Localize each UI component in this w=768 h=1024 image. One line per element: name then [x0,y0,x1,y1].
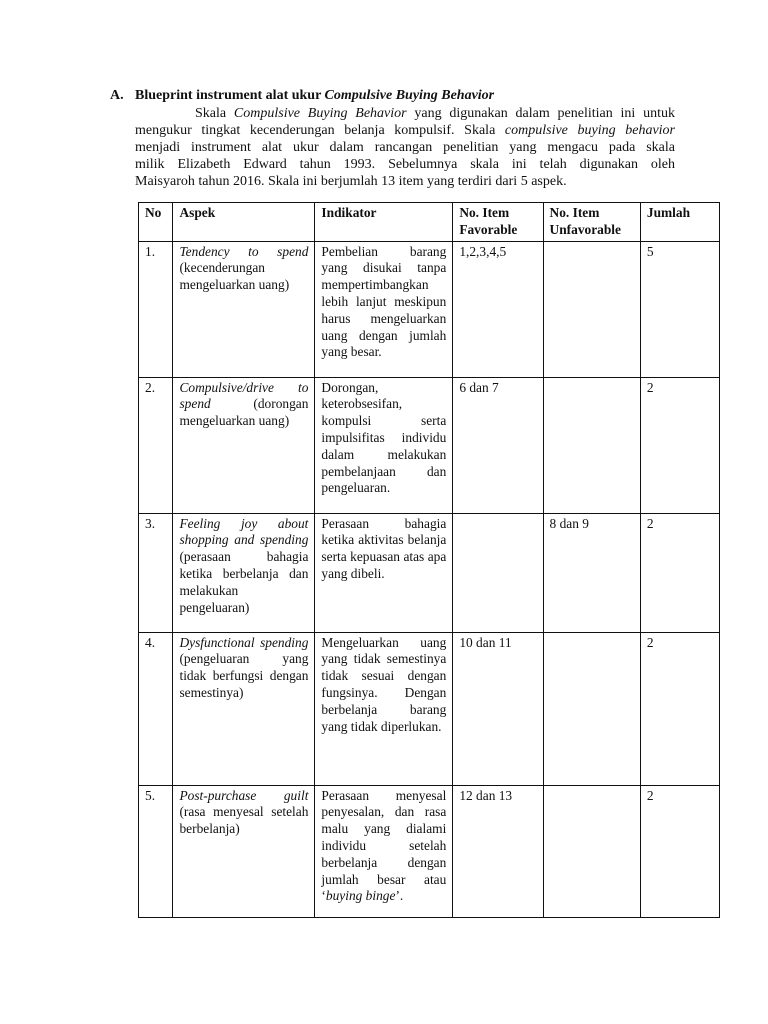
cell-aspek [173,377,315,513]
aspek-text: (dorongan mengeluarkan uang) [179,396,309,429]
cell-indikator [315,785,453,917]
aspek-text: (perasaan bahagia ketika berbelanja dan melakukan pengeluaran) [179,549,309,615]
text-run-italic: Compulsive Buying Behavior [233,106,407,121]
blueprint-table [138,202,720,918]
cell-no: 3. [139,513,173,632]
paragraph-line-3: menjadi instrument alat ukur dalam rancangan penelitian yang mengacu pada skala [135,140,675,155]
text-run: yang digunakan dalam penelitian ini untuk [406,106,676,121]
cell-no: 5. [139,785,173,917]
table-row [139,785,720,917]
cell-jumlah: 2 [640,377,719,513]
section-title: Blueprint instrument alat ukur [135,88,325,103]
cell-indikator: Mengeluarkan uang yang tidak semestinya tidak sesuai dengan fungsinya. Dengan berbelanja barang yang tidak diperlukan. [315,632,453,785]
paragraph-line-1 [135,105,675,122]
cell-favorable [453,513,543,632]
cell-aspek [173,632,315,785]
cell-favorable: 10 dan 11 [453,632,543,785]
section-letter: A. [110,88,124,103]
header-indikator: Indikator [315,203,453,242]
text-run: Skala [195,106,234,121]
cell-unfavorable: 8 dan 9 [543,513,640,632]
cell-unfavorable [543,241,640,377]
paragraph-line-4: milik Elizabeth Edward tahun 1993. Sebelumnya skala ini telah digunakan oleh [135,157,675,172]
cell-no: 1. [139,241,173,377]
paragraph-line-5: Maisyaroh tahun 2016. Skala ini berjumlah 13 item yang terdiri dari 5 aspek. [135,174,567,189]
cell-indikator: Pembelian barang yang disukai tanpa mempertimbangkan lebih lanjut meskipun harus mengeluarkan uang dengan jumlah yang besar. [315,241,453,377]
aspek-italic: Tendency to spend [179,243,309,259]
header-aspek: Aspek [173,203,315,242]
table-row [139,632,720,785]
cell-indikator: Perasaan bahagia ketika aktivitas belanja serta kepuasan atas apa yang dibeli. [315,513,453,632]
cell-unfavorable [543,377,640,513]
cell-aspek [173,241,315,377]
intro-paragraph [135,105,675,190]
indikator-italic: buying binge [325,888,396,904]
aspek-text: (pengeluaran yang tidak berfungsi dengan semestinya) [179,651,309,700]
header-favorable: No. Item Favorable [453,203,543,242]
aspek-text: (kecenderungan mengeluarkan uang) [179,260,290,293]
cell-favorable: 1,2,3,4,5 [453,241,543,377]
cell-favorable: 12 dan 13 [453,785,543,917]
cell-jumlah: 2 [640,785,719,917]
cell-jumlah: 5 [640,241,719,377]
aspek-italic: Dysfunctional spending [179,634,309,650]
section-title-italic: Compulsive Buying Behavior [324,88,495,103]
aspek-italic: Compulsive/drive to spend [179,379,309,412]
cell-aspek [173,513,315,632]
table-header-row [139,203,720,242]
table-row [139,513,720,632]
cell-no: 4. [139,632,173,785]
indikator-text: Perasaan menyesal penyesalan, dan rasa malu yang dialami individu setelah berbelanja dengan jumlah besar atau ‘ [321,787,447,904]
text-run: mengukur tingkat kecenderungan belanja kompulsif. Skala [135,123,505,138]
section-heading [110,88,494,104]
header-jumlah: Jumlah [640,203,719,242]
table-row [139,241,720,377]
cell-jumlah: 2 [640,632,719,785]
cell-indikator: Dorongan, keterobsesifan, kompulsi serta impulsifitas individu dalam melakukan pembelanjaan dan pengeluaran. [315,377,453,513]
text-run-italic: compulsive buying behavior [504,123,675,138]
cell-favorable: 6 dan 7 [453,377,543,513]
aspek-text: (rasa menyesal setelah berbelanja) [179,804,309,837]
table-row [139,377,720,513]
cell-unfavorable [543,632,640,785]
aspek-italic: Feeling joy about shopping and spending [179,515,309,548]
paragraph-line-2 [135,122,675,139]
cell-no: 2. [139,377,173,513]
cell-unfavorable [543,785,640,917]
header-no: No [139,203,173,242]
header-unfavorable: No. Item Unfavorable [543,203,640,242]
indikator-text: ’. [395,888,404,904]
cell-jumlah: 2 [640,513,719,632]
cell-aspek [173,785,315,917]
aspek-italic: Post-purchase guilt [179,787,309,803]
